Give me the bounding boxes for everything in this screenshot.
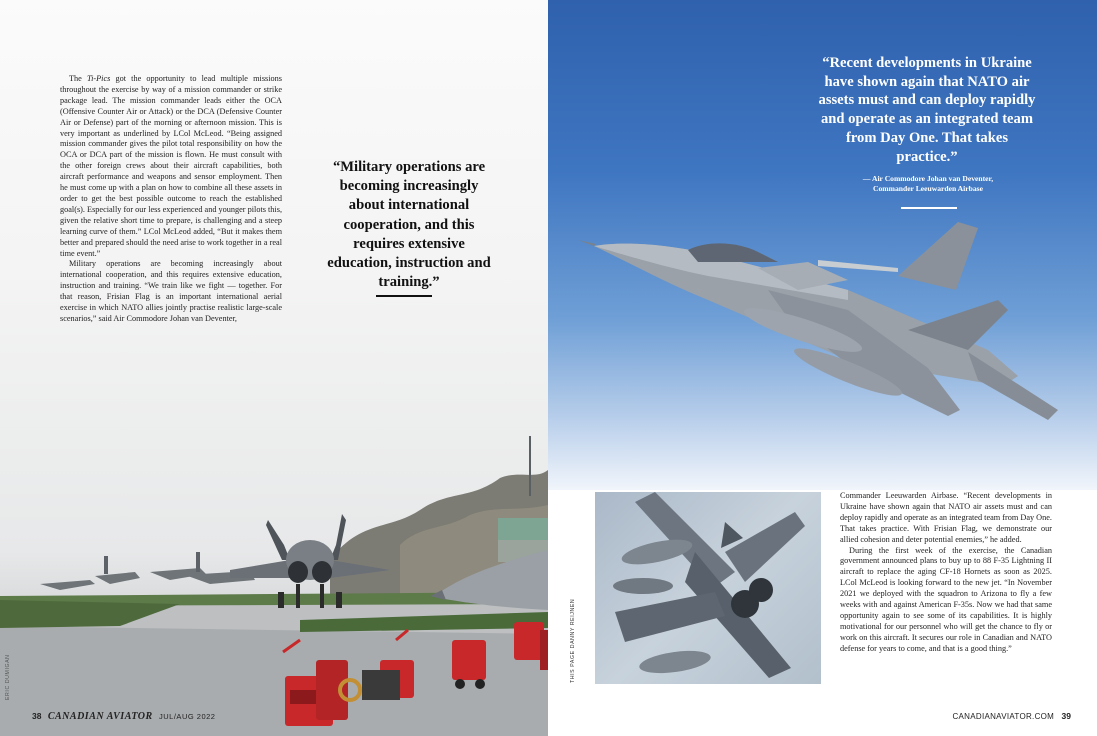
inset-photo-hornet [595, 492, 821, 684]
issue-date: JUL/AUG 2022 [159, 712, 216, 721]
magazine-name: CANADIAN AVIATOR [47, 711, 153, 722]
left-photo-credit: ERIC DUMIGAN [5, 654, 11, 700]
right-pull-quote: “Recent developments in Ukraine have shown again that NATO air assets must and can deploy rapidly and operate as an integrated team from Day One. That takes practice.” [818, 55, 1036, 165]
right-page [548, 0, 1097, 736]
left-paragraph-2: Military operations are becoming increasingly about international cooperation, and this requires extensive education, instruction and training. “We train like we fight — together. For that reason, Frisian Flag is an important international aerial exercise in which NATO allies jointly practise realistic large-scale scenarios,” said Air Commodore Johan van Deventer, [60, 259, 282, 323]
left-paragraph-1: The Ti-Pics got the opportunity to lead multiple missions throughout the exercise by way of a mission commander or strike package lead. The mission commander leads either the OCA (Offensive Counter Air or Attack) or the DCA (Defensive Counter Air or Defense) part of the morning or afternoon mission. This is very important as underlined by LCol McLeod. “Being assigned mission commander gives the pilot total responsibility on how the OCA or DCA part of the mission is flown. He must consult with the other foreign crews about their aircraft capabilities, both aircraft performance and weapons and sensor employment. Then he must come up with a plan on how to combine all these assets in order to get the best possible outcome to reach the established goal(s). Especially for our less experienced and younger pilots this, given the relative short time to prepare, is challenging and a steep learning curve of them.” LCol McLeod added, “But it makes them better and prepared should the need arise to work together in a real time event.” [60, 74, 283, 258]
pull-quote-attribution: — Air Commodore Johan van Deventer, Commander Leeuwarden Airbase [862, 174, 994, 193]
right-folio [952, 711, 1071, 721]
right-paragraph-2: During the first week of the exercise, the Canadian government announced plans to buy up to 88 F-35 Lightning II aircraft to replace the aging CF-18 Hornets as soon as 2025. LCol McLeod is looking forward to the new jet. “In November 2021 we deployed with the squadron to Arizona to fly a few weeks with and against American F-35s. Now we had that same opportunity again to see some of its capabilities. It is highly motivational for our personnel who will get the chance to fly or work on this aircraft. It secures our role in Canadian and NATO defense for years to come, and that is a good thing.” [840, 545, 1052, 653]
right-photo-credit: THIS PAGE DANNY REIJNEN [570, 598, 576, 683]
left-pull-quote: “Military operations are becoming increasingly about international cooperation, and this requires extensive education, instruction and training.” [327, 159, 491, 291]
right-paragraph-1: Commander Leeuwarden Airbase. “Recent developments in Ukraine have shown again that NATO air assets must and can deploy rapidly and operate as an integrated team from Day One. That takes practice. With Frisian Flag, we demonstrate our allied cohesion and deter potential enemies,” he added. [840, 491, 1052, 544]
page-number-right: 39 [1061, 711, 1071, 721]
left-page [0, 0, 548, 736]
left-body-column [60, 74, 282, 325]
page-number-left: 38 [32, 711, 42, 721]
left-folio [32, 711, 215, 722]
left-quote-rule [376, 295, 432, 297]
website-url: CANADIANAVIATOR.COM [952, 712, 1055, 721]
right-quote-rule [901, 207, 957, 209]
right-body-column [840, 491, 1052, 655]
